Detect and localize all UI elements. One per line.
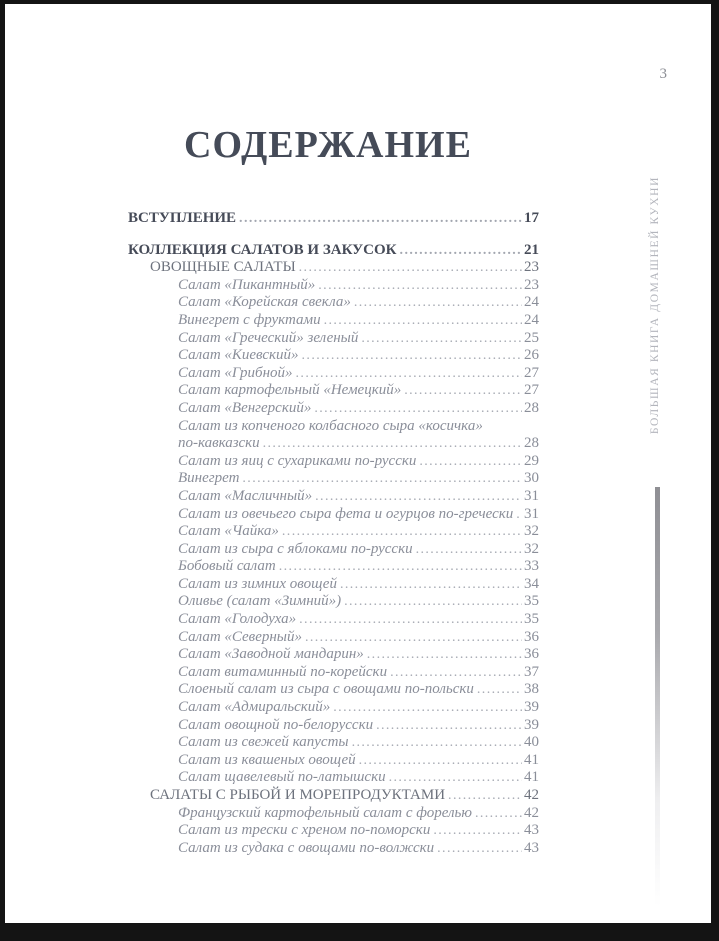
toc-entry-label: Салат из копченого колбасного сыра «косичка» [178, 417, 483, 434]
dot-leader [376, 717, 522, 735]
toc-entry-page: 21 [524, 241, 539, 258]
toc-row-wrap-line [128, 418, 539, 436]
toc-entry-page: 36 [524, 646, 539, 663]
toc-entry-label: ВСТУПЛЕНИЕ [128, 210, 237, 226]
toc-entry-page: 37 [524, 663, 539, 680]
toc-entry-label: Салат щавелевый по-латышски [178, 769, 386, 786]
dot-leader [324, 312, 522, 330]
dot-leader [305, 629, 522, 647]
toc-row [128, 541, 539, 559]
toc-row [128, 699, 539, 717]
toc-row [128, 752, 539, 770]
toc-entry-page: 25 [524, 329, 539, 346]
toc-entry-page: 43 [524, 839, 539, 856]
toc-entry-page: 34 [524, 575, 539, 592]
toc-row [128, 470, 539, 488]
toc-entry-label: Салат из свежей капусты [178, 734, 349, 751]
dot-leader [477, 681, 522, 699]
toc-row [128, 242, 539, 260]
dot-leader [333, 699, 522, 717]
toc-entry-label: Салат «Заводной мандарин» [178, 646, 364, 663]
dot-leader [419, 453, 522, 471]
book-spine-caption: БОЛЬШАЯ КНИГА ДОМАШНЕЙ КУХНИ [649, 176, 661, 435]
toc-entry-label: Бобовый салат [178, 558, 276, 575]
toc-entry-page: 26 [524, 347, 539, 364]
toc-row [128, 734, 539, 752]
toc-entry-label: Салат из овечьего сыра фета и огурцов по-гречески [178, 505, 514, 522]
toc-entry-page: 33 [524, 558, 539, 575]
toc-entry-label: Оливье (салат «Зимний») [178, 593, 342, 610]
dot-leader [299, 259, 522, 277]
toc-row [128, 312, 539, 330]
toc-entry-label: САЛАТЫ С РЫБОЙ И МОРЕПРОДУКТАМИ [150, 787, 446, 803]
toc-row [128, 277, 539, 295]
toc-entry-label: Салат «Пикантный» [178, 276, 316, 293]
dot-leader [263, 435, 522, 453]
toc-row [128, 787, 539, 805]
toc-entry-page: 27 [524, 364, 539, 381]
toc-entry-page: 28 [524, 435, 539, 452]
toc-row [128, 294, 539, 312]
toc-entry-label: Винегрет [178, 470, 240, 487]
toc-entry-label: Салат из трески с хреном по-поморски [178, 822, 431, 839]
toc-row [128, 506, 539, 524]
toc-entry-label: Салат «Грибной» [178, 364, 293, 381]
dot-leader [340, 576, 522, 594]
toc-entry-page: 28 [524, 399, 539, 416]
toc-entry-page: 29 [524, 452, 539, 469]
toc-entry-label: Салат витаминный по-корейски [178, 663, 388, 680]
toc-entry-page: 39 [524, 699, 539, 716]
dot-leader [296, 365, 522, 383]
dot-leader [475, 805, 522, 823]
dot-leader [354, 294, 522, 312]
toc-entry-page: 27 [524, 382, 539, 399]
dot-leader [302, 347, 522, 365]
dot-leader [299, 611, 522, 629]
toc-entry-label: Салат из сыра с яблоками по-русски [178, 540, 413, 557]
toc-entry-label: Салат «Корейская свекла» [178, 294, 351, 311]
book-page [5, 4, 711, 923]
dot-leader [352, 734, 522, 752]
toc-entry-label: Салат «Греческий» зеленый [178, 329, 359, 346]
toc-entry-page: 42 [524, 804, 539, 821]
toc-row [128, 822, 539, 840]
toc-entry-label: Салат «Голодуха» [178, 611, 297, 628]
toc-entry-label: Салат из яиц с сухариками по-русски [178, 452, 417, 469]
toc-entry-label: Салат «Киевский» [178, 347, 299, 364]
toc-entry-page: 38 [524, 681, 539, 698]
toc-entry-page: 30 [524, 470, 539, 487]
toc-row [128, 558, 539, 576]
dot-leader [359, 752, 522, 770]
dot-leader [282, 523, 522, 541]
toc-entry-page: 24 [524, 311, 539, 328]
dot-leader [400, 242, 522, 260]
toc-entry-page: 32 [524, 523, 539, 540]
toc-row [128, 400, 539, 418]
toc-entry-label: Салат из судака с овощами по-волжски [178, 839, 435, 856]
toc-entry-label: Салат «Северный» [178, 628, 302, 645]
toc-entry-page: 35 [524, 611, 539, 628]
toc-entry-page: 41 [524, 769, 539, 786]
toc-entry-label: Салат из квашеных овощей [178, 751, 356, 768]
toc-row [128, 646, 539, 664]
toc-row [128, 593, 539, 611]
table-of-contents [128, 210, 539, 857]
toc-entry-label: Салат «Адмиральский» [178, 699, 331, 716]
toc-entry-page: 31 [524, 505, 539, 522]
dot-leader [318, 277, 522, 295]
toc-row [128, 523, 539, 541]
toc-entry-page: 17 [524, 210, 539, 226]
dot-leader [367, 646, 522, 664]
toc-entry-page: 32 [524, 540, 539, 557]
toc-entry-page: 43 [524, 822, 539, 839]
toc-entry-label: ОВОЩНЫЕ САЛАТЫ [150, 259, 296, 276]
dot-leader [242, 470, 522, 488]
toc-row [128, 347, 539, 365]
dot-leader [404, 382, 522, 400]
dot-leader [437, 840, 522, 858]
page-title: СОДЕРЖАНИЕ [184, 124, 472, 167]
toc-entry-label: Салат картофельный «Немецкий» [178, 382, 402, 399]
toc-row [128, 769, 539, 787]
toc-row [128, 259, 539, 277]
toc-row [128, 664, 539, 682]
toc-entry-page: 42 [524, 787, 539, 803]
toc-row [128, 435, 539, 453]
toc-entry-label: Салат «Чайка» [178, 523, 279, 540]
dot-leader [433, 822, 522, 840]
toc-entry-label: Винегрет с фруктами [178, 311, 321, 328]
toc-entry-label: Салат овощной по-белорусски [178, 716, 374, 733]
toc-row [128, 210, 539, 228]
toc-entry-page: 40 [524, 734, 539, 751]
dot-leader [279, 558, 522, 576]
toc-entry-page: 23 [524, 276, 539, 293]
toc-row [128, 365, 539, 383]
toc-entry-label: Салат «Масличный» [178, 487, 313, 504]
toc-row [128, 382, 539, 400]
page-number: 3 [659, 66, 667, 82]
toc-row [128, 330, 539, 348]
toc-row [128, 576, 539, 594]
dot-leader [389, 769, 522, 787]
dot-leader [344, 593, 522, 611]
toc-entry-page: 35 [524, 593, 539, 610]
dot-leader [239, 210, 522, 228]
toc-entry-label: Слоеный салат из сыра с овощами по-польски [178, 681, 474, 698]
toc-row [128, 629, 539, 647]
dot-leader [315, 488, 522, 506]
toc-entry-label: Салат из зимних овощей [178, 575, 337, 592]
toc-entry-label: по-кавказски [178, 435, 260, 452]
toc-row [128, 488, 539, 506]
toc-row [128, 840, 539, 858]
toc-row [128, 681, 539, 699]
toc-entry-page: 31 [524, 487, 539, 504]
margin-bar [655, 487, 660, 907]
toc-entry-label: Французский картофельный салат с форелью [178, 804, 472, 821]
dot-leader [314, 400, 522, 418]
toc-row [128, 805, 539, 823]
toc-row [128, 611, 539, 629]
dot-leader [390, 664, 522, 682]
dot-leader [416, 541, 522, 559]
dot-leader [361, 330, 522, 348]
toc-entry-page: 36 [524, 628, 539, 645]
toc-entry-page: 39 [524, 716, 539, 733]
dot-leader [516, 506, 522, 524]
toc-entry-page: 23 [524, 259, 539, 276]
toc-entry-label: Салат «Венгерский» [178, 399, 312, 416]
toc-entry-page: 24 [524, 294, 539, 311]
dot-leader [448, 787, 522, 805]
toc-entry-page: 41 [524, 751, 539, 768]
toc-row [128, 453, 539, 471]
toc-row [128, 717, 539, 735]
toc-entry-label: КОЛЛЕКЦИЯ САЛАТОВ И ЗАКУСОК [128, 241, 397, 258]
